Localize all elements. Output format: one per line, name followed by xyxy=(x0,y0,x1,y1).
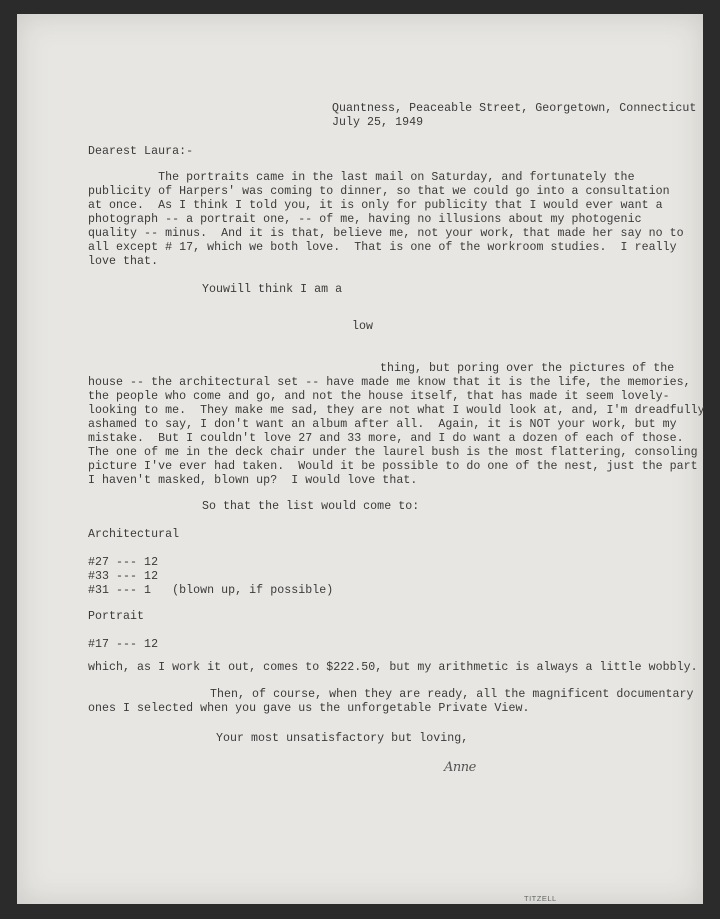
text-line: quality -- minus. And it is that, believe me, not your work, that made her say no to xyxy=(88,227,684,240)
text-line: I haven't masked, blown up? I would love that. xyxy=(88,474,418,487)
text-line: love that. xyxy=(88,255,159,268)
text-line: at once. As I think I told you, it is only for publicity that I would ever want a xyxy=(88,199,663,212)
date-line: July 25, 1949 xyxy=(332,116,424,129)
text-line: looking to me. They make me sad, they are not what I would look at, and, I'm dreadfully xyxy=(88,404,705,417)
text-line: house -- the architectural set -- have made me know that it is the life, the memories, xyxy=(88,376,691,389)
text-line-low: low xyxy=(352,320,374,333)
signature: Anne xyxy=(444,760,476,775)
text-line: photograph -- a portrait one, -- of me, having no illusions about my photogenic xyxy=(88,213,642,226)
text-line: all except # 17, which we both love. That is one of the workroom studies. I really xyxy=(88,241,677,254)
text-line: publicity of Harpers' was coming to dinner, so that we could go into a consultation xyxy=(88,185,670,198)
text-line: The portraits came in the last mail on Saturday, and fortunately the xyxy=(88,171,635,184)
salutation: Dearest Laura:- xyxy=(88,145,194,158)
text-line: The one of me in the deck chair under the laurel bush is the most flattering, consoling xyxy=(88,446,698,459)
text-line: thing, but poring over the pictures of the xyxy=(380,362,675,375)
list-heading-architectural: Architectural xyxy=(88,528,180,541)
text-line: the people who come and go, and not the house itself, that has made it seem lovely- xyxy=(88,390,670,403)
text-line: ones I selected when you gave us the unforgetable Private View. xyxy=(88,702,530,715)
closing-line: Your most unsatisfactory but loving, xyxy=(216,732,469,745)
text-line: mistake. But I couldn't love 27 and 33 more, and I do want a dozen of each of those. xyxy=(88,432,684,445)
text-line: picture I've ever had taken. Would it be possible to do one of the nest, just the part xyxy=(88,460,698,473)
list-item: #31 --- 1 (blown up, if possible) xyxy=(88,584,334,597)
list-intro: So that the list would come to: xyxy=(202,500,420,513)
address-line: Quantness, Peaceable Street, Georgetown, Connecticut xyxy=(332,102,697,115)
text-line: Then, of course, when they are ready, all the magnificent documentary xyxy=(210,688,694,701)
arithmetic-line: which, as I work it out, comes to $222.50, but my arithmetic is always a little wobbly. xyxy=(88,661,698,674)
text-line-you-will: Youwill think I am a xyxy=(202,283,343,296)
list-item: #27 --- 12 xyxy=(88,556,159,569)
text-line: ashamed to say, I don't want an album after all. Again, it is NOT your work, but my xyxy=(88,418,677,431)
list-item: #17 --- 12 xyxy=(88,638,159,651)
archive-stamp: TITZELL xyxy=(524,894,557,903)
list-heading-portrait: Portrait xyxy=(88,610,145,623)
list-item: #33 --- 12 xyxy=(88,570,159,583)
